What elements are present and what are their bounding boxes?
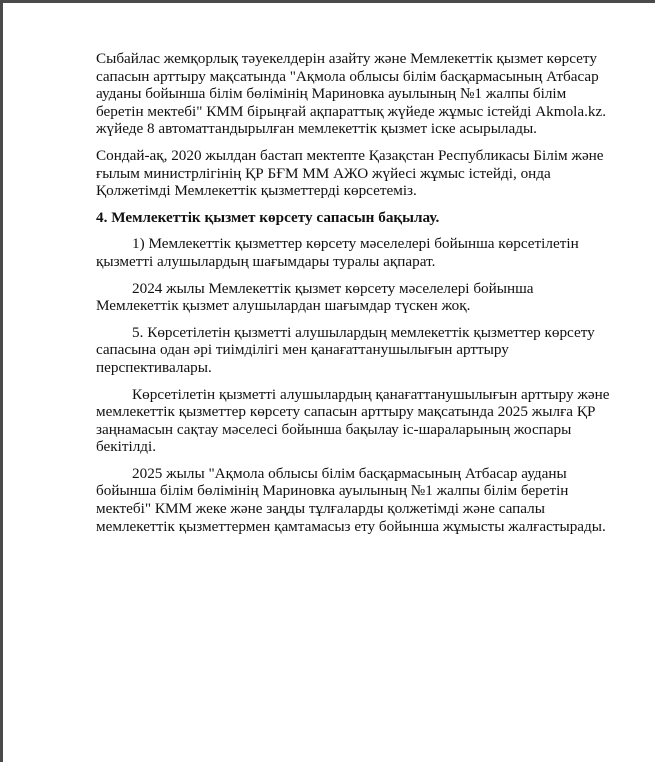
paragraph-complaints-info: 1) Мемлекеттік қызметтер көрсету мәселелері бойынша көрсетілетін қызметті алушылардың шағымдары туралы ақпарат. (96, 235, 579, 270)
paragraph-control-plan: Көрсетілетін қызметті алушылардың қанағаттанушылығын арттыру және мемлекеттік қызметтер көрсету сапасын арттыру мақсатында 2025 жылға ҚР заңнамасын сақтау мәселесі бойынша бақылау іс-шараларының жоспары бекітілді. (96, 385, 610, 456)
document-page (96, 50, 616, 544)
paragraph-ajo-system: Сондай-ақ, 2020 жылдан бастап мектепте Қазақстан Республикасы Білім және ғылым министрлігінің ҚР БҒМ ММ АЖО жүйесі жұмыс істейді, онда Қолжетімді Мемлекеттік қызметтерді көрсетеміз. (96, 146, 604, 200)
paragraph-corruption-risk: Сыбайлас жемқорлық тәуекелдерін азайту және Мемлекеттік қызмет көрсету сапасын арттыру мақсатында "Ақмола облысы білім басқармасының Атбасар ауданы бойынша білім бөлімінің Мариновка ауылының №1 жалпы білім беретін мектебі" КММ бірыңғай ақпараттық жүйеде жұмыс істейді Akmola.kz. жүйеде 8 автоматтандырылған мемлекеттік қызмет іске асырылады. (96, 50, 607, 138)
section-heading-quality-control: 4. Мемлекеттік қызмет көрсету сапасын бақылау. (96, 208, 440, 226)
paragraph-no-complaints-2024: 2024 жылы Мемлекеттік қызмет көрсету мәселелері бойынша Мемлекеттік қызмет алушылардан шағымдар түскен жоқ. (96, 279, 534, 315)
paragraph-2025-continuation: 2025 жылы "Ақмола облысы білім басқармасының Атбасар ауданы бойынша білім бөлімінің Мариновка ауылының №1 жалпы білім беретін мектебі" КММ жеке және заңды тұлғаларды қолжетімді және сапалы мемлекеттік қызметтермен қамтамасыз ету бойынша жұмысты жалғастырады. (96, 464, 606, 535)
paragraph-perspectives: 5. Көрсетілетін қызметті алушылардың мемлекеттік қызметтер көрсету сапасына одан әрі тиімділігі мен қанағаттанушылығын арттыру перспективалары. (96, 323, 595, 376)
